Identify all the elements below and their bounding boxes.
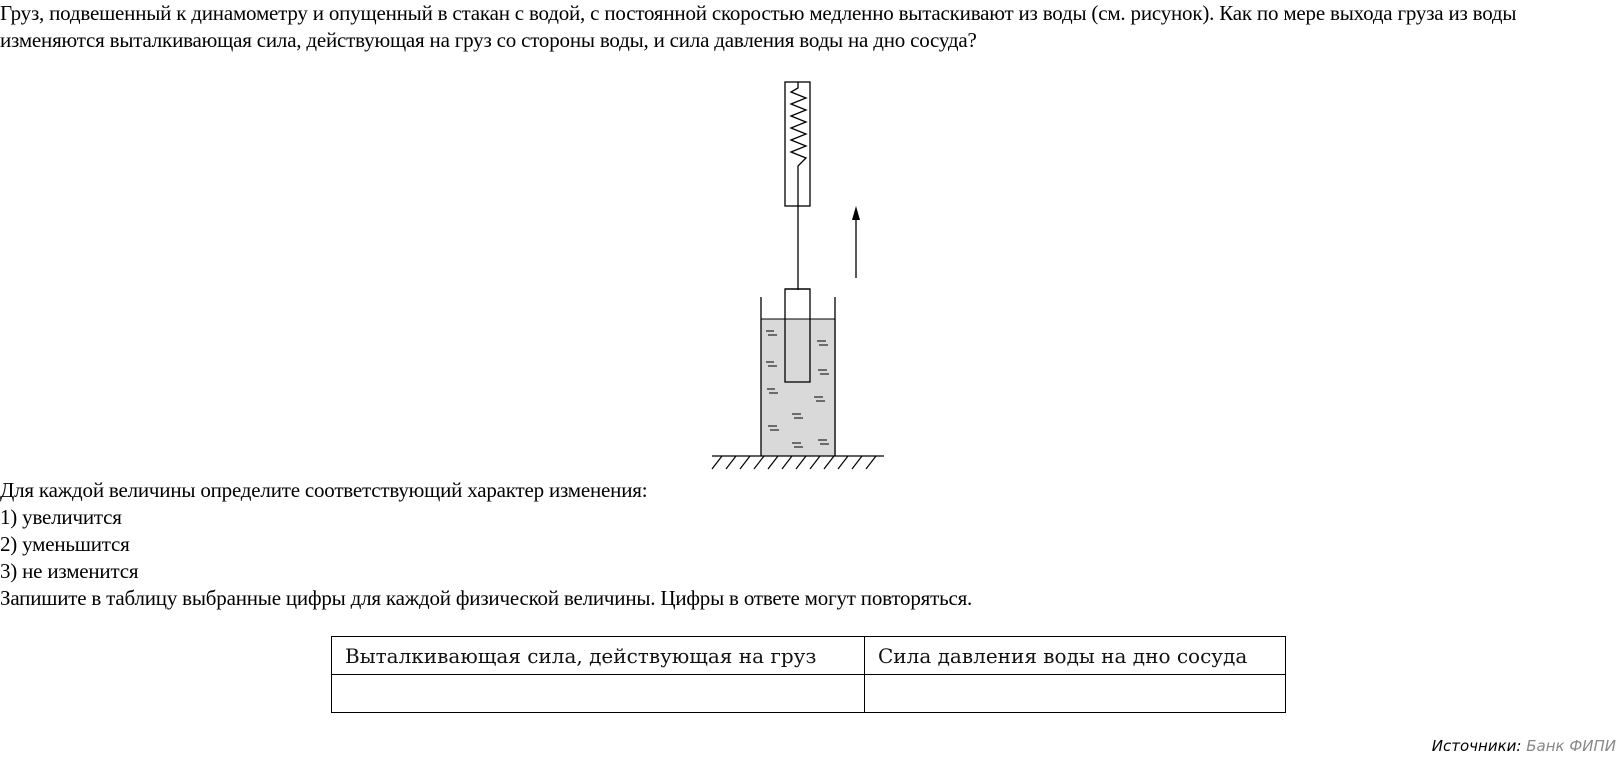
glass-of-water — [761, 297, 836, 456]
question-text: Груз, подвешенный к динамометру и опущенный в стакан с водой, с постоянной скоростью медленно вытаскивают из воды (см. рисунок). Как по мере выхода груза из воды изменяются выталкивающая сила, действующая на груз со стороны воды, и сила давления воды на дно сосуда? — [0, 1, 1517, 52]
dynamometer-figure — [700, 70, 900, 470]
dynamometer-icon — [785, 82, 810, 206]
instructions-intro: Для каждой величины определите соответствующий характер изменения: — [0, 478, 648, 502]
instructions-outro: Запишите в таблицу выбранные цифры для каждой физической величины. Цифры в ответе могут повторяться. — [0, 586, 973, 610]
arrow-up-icon — [852, 206, 860, 278]
sources-link[interactable]: Банк ФИПИ — [1526, 737, 1616, 755]
sources-label: Источники: — [1431, 737, 1522, 755]
answer-table — [331, 636, 1286, 713]
table-answer-row — [332, 675, 1286, 713]
option-2: 2) уменьшится — [0, 532, 130, 556]
sources — [1432, 737, 1616, 755]
instructions — [0, 477, 1300, 612]
table-header-row — [332, 637, 1286, 675]
answer-cell-pressure-force[interactable] — [865, 675, 1286, 713]
header-pressure-force: Сила давления воды на дно сосуда — [865, 637, 1286, 675]
option-1: 1) увеличится — [0, 505, 122, 529]
ground-hatching — [712, 456, 884, 469]
answer-cell-buoyant-force[interactable] — [332, 675, 865, 713]
header-buoyant-force: Выталкивающая сила, действующая на груз — [332, 637, 865, 675]
option-3: 3) не изменится — [0, 559, 139, 583]
